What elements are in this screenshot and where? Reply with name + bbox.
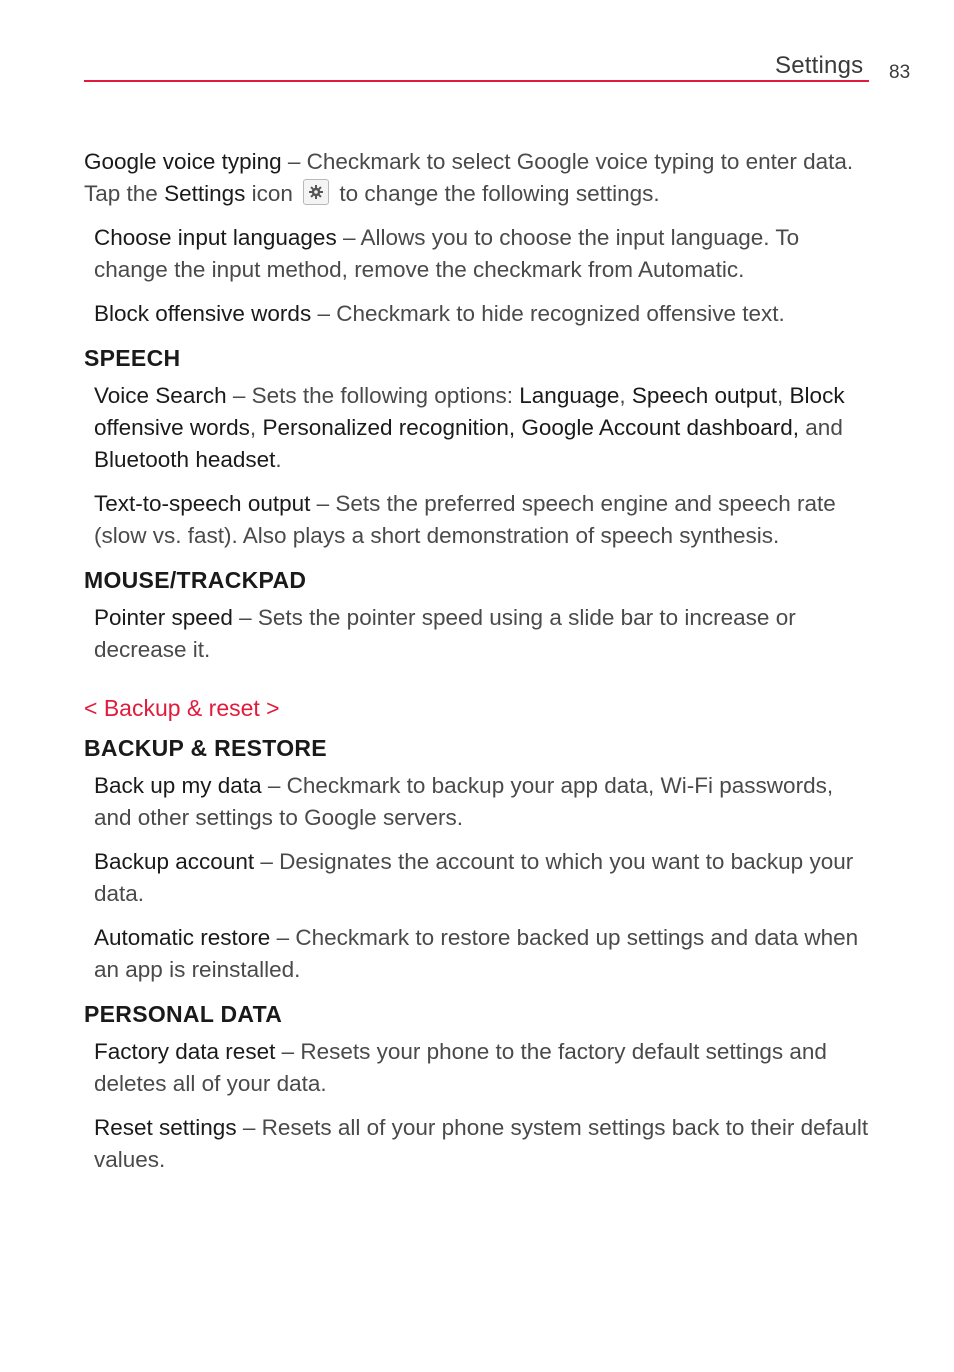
factory-data-reset-paragraph <box>84 1036 874 1100</box>
description: – Sets the preferred speech engine and speech rate (slow vs. fast). Also plays a short demonstration of speech synthesis. <box>94 491 836 548</box>
separator: , <box>777 383 790 408</box>
automatic-restore-paragraph <box>84 922 874 986</box>
term-pointer-speed: Pointer speed <box>94 605 233 630</box>
description: – Resets all of your phone system settings back to their default values. <box>94 1115 869 1172</box>
option-block-offensive-words: Block offensive words <box>94 383 845 440</box>
term-voice-search: Voice Search <box>94 383 227 408</box>
separator: , <box>619 383 632 408</box>
page-content <box>84 146 874 1188</box>
page-header-title: Settings <box>775 52 864 79</box>
description: – Checkmark to restore backed up settings and data when an app is reinstalled. <box>94 925 859 982</box>
description: – Checkmark to hide recognized offensive text. <box>311 301 785 326</box>
term-settings: Settings <box>164 181 246 206</box>
option-bluetooth-headset: Bluetooth headset <box>94 447 276 472</box>
voice-search-paragraph <box>84 380 874 476</box>
description: – Checkmark to select Google voice typing to enter data. Tap the <box>84 149 854 206</box>
term-automatic-restore: Automatic restore <box>94 925 271 950</box>
description: – Checkmark to backup your app data, Wi-Fi passwords, and other settings to Google servers. <box>94 773 834 830</box>
period: . <box>275 447 282 472</box>
description: – Designates the account to which you want to backup your data. <box>94 849 854 906</box>
backup-account-paragraph <box>84 846 874 910</box>
term-google-voice-typing: Google voice typing <box>84 149 282 174</box>
term-reset-settings: Reset settings <box>94 1115 237 1140</box>
heading-speech: SPEECH <box>84 345 181 371</box>
choose-input-languages-paragraph <box>84 222 874 286</box>
header-divider <box>84 80 869 82</box>
block-offensive-words-paragraph <box>84 298 874 330</box>
description: – Sets the following options: <box>226 383 520 408</box>
description: to change the following settings. <box>333 181 660 206</box>
term-text-to-speech-output: Text-to-speech output <box>94 491 311 516</box>
description: – Allows you to choose the input language. To change the input method, remove the checkmark from Automatic. <box>94 225 800 282</box>
reset-settings-paragraph <box>84 1112 874 1176</box>
description: icon <box>245 181 300 206</box>
term-choose-input-languages: Choose input languages <box>94 225 337 250</box>
heading-backup-restore: BACKUP & RESTORE <box>84 735 327 761</box>
option-personalized-recognition: Personalized recognition, Google Account dashboard, <box>262 415 800 440</box>
google-voice-typing-paragraph <box>84 146 874 210</box>
section-title-backup-reset: < Backup & reset > <box>84 695 280 721</box>
term-factory-data-reset: Factory data reset <box>94 1039 276 1064</box>
heading-personal-data: PERSONAL DATA <box>84 1001 283 1027</box>
gear-icon <box>303 179 329 205</box>
description: – Sets the pointer speed using a slide bar to increase or decrease it. <box>94 605 796 662</box>
back-up-my-data-paragraph <box>84 770 874 834</box>
text-to-speech-paragraph <box>84 488 874 552</box>
term-back-up-my-data: Back up my data <box>94 773 262 798</box>
heading-mouse-trackpad: MOUSE/TRACKPAD <box>84 567 307 593</box>
pointer-speed-paragraph <box>84 602 874 666</box>
separator: and <box>799 415 843 440</box>
description: – Resets your phone to the factory default settings and deletes all of your data. <box>94 1039 827 1096</box>
option-language: Language <box>519 383 620 408</box>
option-speech-output: Speech output <box>631 383 778 408</box>
separator: , <box>249 415 263 440</box>
page-number: 83 <box>889 62 911 83</box>
term-backup-account: Backup account <box>94 849 255 874</box>
term-block-offensive-words: Block offensive words <box>94 301 312 326</box>
